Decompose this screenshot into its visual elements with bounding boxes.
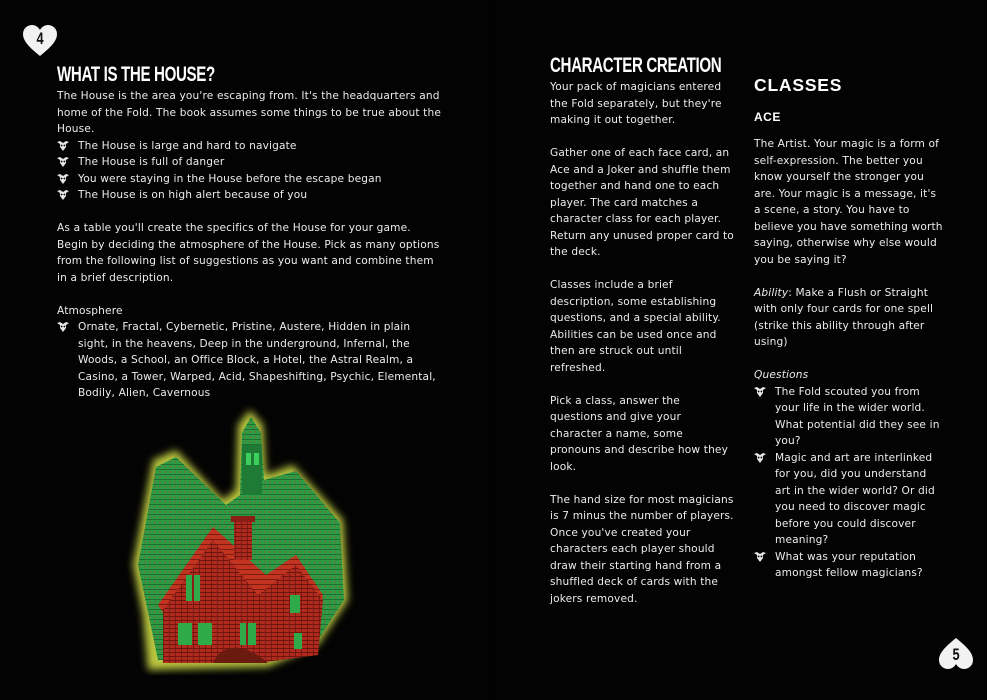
bat-bullet-icon (57, 157, 69, 167)
paragraph: Gather one of each face card, an Ace and a Joker and shuffle them together and hand one to each player. The card matches a character class for each player. Return any unused proper card to the deck. (550, 147, 734, 258)
section-title-house: WHAT IS THE HOUSE? (57, 63, 215, 86)
page-number-badge-right (939, 637, 973, 669)
bat-bullet-icon (754, 453, 766, 463)
page-number: 5 (952, 645, 960, 664)
bat-bullet-icon (57, 141, 69, 151)
house-illustration (118, 405, 368, 675)
house-truths-list (57, 138, 442, 204)
class-ability (754, 285, 944, 351)
paragraph: Classes include a brief description, some establishing questions, and a special ability. Abilities can be used once and then are struck out until refreshed. (550, 279, 721, 374)
list-item: The House is full of danger (57, 154, 442, 171)
house-intro: The House is the area you're escaping from. It's the headquarters and home of the Fold. The book assumes some things to be true about the House. (57, 90, 441, 135)
list-item: Magic and art are interlinked for you, did you understand art in the wider world? Or did you need to discover magic before you could discover meaning? (754, 450, 944, 549)
bat-bullet-icon (57, 174, 69, 184)
paragraph: Your pack of magicians entered the Fold separately, but they're making it out together. (550, 81, 722, 126)
bat-bullet-icon (57, 190, 69, 200)
right-page (494, 0, 987, 700)
list-item: You were staying in the House before the escape began (57, 171, 442, 188)
left-page (0, 0, 493, 700)
section-title-character-creation: CHARACTER CREATION (550, 54, 722, 77)
class-name-ace: ACE (754, 110, 781, 124)
bat-bullet-icon (754, 552, 766, 562)
list-item: What was your reputation amongst fellow magicians? (754, 549, 944, 582)
ability-label: Ability (754, 286, 789, 299)
list-item: The House is large and hard to navigate (57, 138, 442, 155)
list-item: The House is on high alert because of you (57, 187, 442, 204)
questions-list (754, 384, 944, 582)
list-item: The Fold scouted you from your life in the wider world. What potential did they see in you? (754, 384, 944, 450)
bat-bullet-icon (754, 387, 766, 397)
ability-text: : Make a Flush or Straight with only four cards for one spell (strike this ability through after using) (754, 286, 934, 348)
section-title-classes: CLASSES (754, 75, 843, 95)
page-number-badge-left (23, 25, 57, 57)
class-description: The Artist. Your magic is a form of self-expression. The better you know yourself the stronger you are. Your magic is a message, it's a scene, a story. You have to believe you have something worth saying, otherwise why else would you be saying it? (754, 138, 943, 266)
list-item: Ornate, Fractal, Cybernetic, Pristine, Austere, Hidden in plain sight, in the heavens, Deep in the underground, Infernal, the Woods, a School, an Office Block, a Hotel, the Astral Realm, a Casino, a Tower, Warped, Acid, Shapeshifting, Psychic, Elemental, Bodily, Alien, Cavernous (57, 319, 442, 402)
bat-bullet-icon (57, 322, 69, 332)
page-number: 4 (36, 29, 44, 48)
questions-label: Questions (754, 369, 809, 381)
house-instructions: As a table you'll create the specifics of the House for your game. Begin by deciding the atmosphere of the House. Pick as many options from the following list of suggestions as you want and combine them in a brief description. (57, 222, 440, 284)
paragraph: The hand size for most magicians is 7 minus the number of players. Once you've created your characters each player should draw their starting hand from a shuffled deck of cards with the jokers removed. (550, 493, 734, 605)
paragraph: Pick a class, answer the questions and give your character a name, some pronouns and describe how they look. (550, 394, 729, 473)
atmosphere-label: Atmosphere (57, 304, 123, 317)
atmosphere-list (57, 319, 442, 402)
